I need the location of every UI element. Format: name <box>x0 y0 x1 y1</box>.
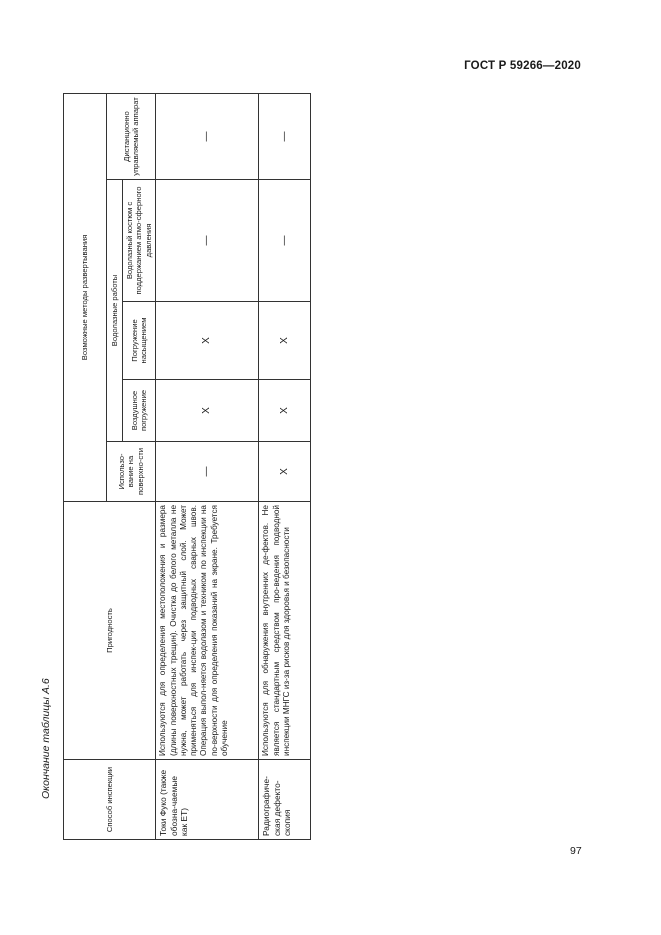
surface-cell: X <box>259 442 311 502</box>
header-air-diving: Воздушное погружение <box>123 380 156 442</box>
rov-cell: — <box>156 93 259 179</box>
atmospheric-suit-cell: — <box>156 180 259 302</box>
header-surface-use: Использо-вание на поверхно-сти <box>107 442 156 502</box>
header-atmospheric-suit: Водолазный костюм с поддержанием атмо-сферного давления <box>123 180 156 302</box>
table-container <box>63 94 299 840</box>
table-caption: Окончание таблицы А.6 <box>40 678 52 799</box>
air-diving-cell: X <box>156 380 259 442</box>
suitability-cell: Используются для определения местоположения и размера (длины поверхностных трещин). Очистка до белого металла не нужна, может работать через защитный слой. Может применяться для инспек-ции подводных сварных швов. Операция выпол-няется водолазом и техником по инспекции на по-верхности для определения показаний на экране. Требуется обучение <box>156 502 259 760</box>
header-diving-group: Водолазные работы <box>107 180 123 442</box>
header-rov: Дистанционно управляемый аппарат <box>107 93 156 179</box>
table-row <box>259 93 311 839</box>
header-method: Способ инспекции <box>64 760 156 840</box>
header-saturation-diving: Погружение насыщением <box>123 302 156 380</box>
header-row-1 <box>64 93 107 839</box>
saturation-cell: X <box>156 302 259 380</box>
page-number: 97 <box>570 845 582 857</box>
saturation-cell: X <box>259 302 311 380</box>
inspection-methods-table <box>63 93 311 840</box>
header-suitability: Пригодность <box>64 502 156 760</box>
method-cell: Радиографиче-ская дефекто-скопия <box>259 760 311 840</box>
table-row <box>156 93 259 839</box>
rotated-table <box>63 94 299 840</box>
rov-cell: — <box>259 93 311 179</box>
air-diving-cell: X <box>259 380 311 442</box>
suitability-cell: Используются для обнаружения внутренних де-фектов. Не является стандартным средством про-ведения подводной инспекции МНГС из-за рисков для здоровья и безопасности <box>259 502 311 760</box>
standard-code: ГОСТ Р 59266—2020 <box>464 60 581 72</box>
surface-cell: — <box>156 442 259 502</box>
method-cell: Токи Фуко (также обозна-чаемые как ET) <box>156 760 259 840</box>
atmospheric-suit-cell: — <box>259 180 311 302</box>
header-deployment-group: Возможные методы развертывания <box>64 93 107 501</box>
